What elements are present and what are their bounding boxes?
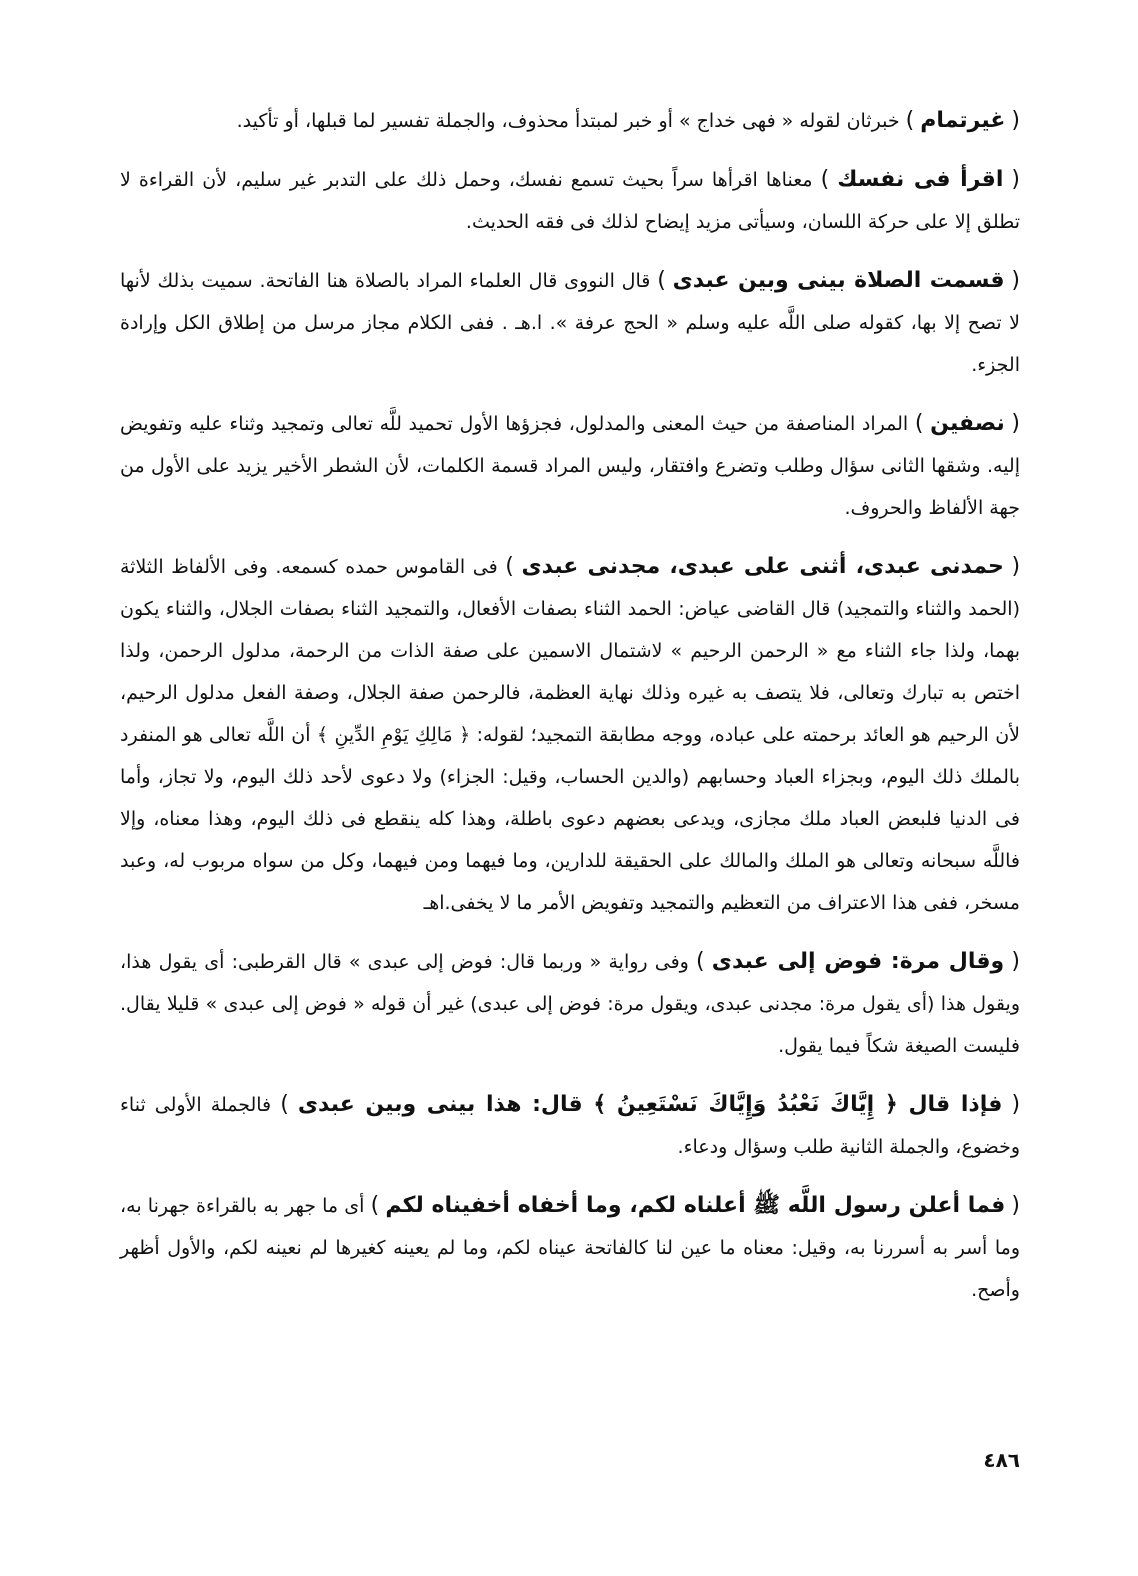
lemma-heading: فما أعلن رسول اللَّه ﷺ أعلناه لكم، وما أخفاه أخفيناه لكم [385,1193,1006,1218]
book-page-body [120,100,1020,1328]
open-paren: ( [1011,411,1020,436]
page-number: ٤٨٦ [983,1448,1020,1472]
commentary-paragraph-fama-alana [120,1185,1020,1311]
commentary-text: أى ما جهر به بالقراءة جهرنا به، وما أسر به أسررنا به، وقيل: معناه ما عين لنا كالفاتحة عيناه لكم، وما لم يعينه كغيرها لم نعينه لكم، والأول أظهر وأصح. [120,1195,1020,1301]
lemma-heading: اقرأ فى نفسك [837,167,1004,192]
commentary-paragraph-nisfayn [120,403,1020,529]
close-paren: ) [370,1193,380,1218]
open-paren: ( [1011,108,1020,133]
commentary-text: فى القاموس حمده كسمعه. وفى الألفاظ الثلاثة (الحمد والثناء والتمجيد) قال القاضى عياض: الحمد الثناء بصفات الأفعال، والتمجيد الثناء بصفات الجلال، والثناء يكون بهما، ولذا جاء الثناء مع « الرحمن الرحيم » لاشتمال الاسمين على صفة الذات من الرحمة، مدلول الرحمن، ولذا اختص به تبارك وتعالى، فلا يتصف به غيره وذلك نهاية العظمة، فالرحمن صفة الجلال، وصفة الفعل مدلول الرحيم، لأن الرحيم هو العائد برحمته على عباده، ووجه مطابقة التمجيد؛ لقوله: ﴿ مَالِكِ يَوْمِ الدِّينِ ﴾ أن اللَّه تعالى هو المنفرد بالملك ذلك اليوم، وبجزاء العباد وحسابهم (والدين الحساب، وقيل: الجزاء) ولا دعوى لأحد ذلك اليوم، ولا تجاز، وأما فى الدنيا فلبعض العباد ملك مجازى، ويدعى بعضهم دعوى باطلة، وهذا كله ينقطع فى ذلك اليوم، وهذا معناه، وإلا فاللَّه سبحانه وتعالى هو الملك والمالك على الحقيقة للدارين، وما فيهما ومن فيهما، وكل من سواه مربوب له، وعبد مسخر، ففى هذا الاعتراف من التعظيم والتمجيد وتفويض الأمر ما لا يخفى.اهـ [120,556,1020,914]
lemma-heading: حمدنى عبدى، أثنى على عبدى، مجدنى عبدى [521,554,1004,579]
open-paren: ( [1011,268,1020,293]
close-paren: ) [905,108,915,133]
close-paren: ) [657,268,666,293]
commentary-text: فالجملة الأولى ثناء وخضوع، والجملة الثانية طلب وسؤال ودعاء. [120,1094,1020,1158]
commentary-paragraph-iqra-fi-nafsik [120,159,1020,243]
open-paren: ( [1011,1193,1021,1218]
close-paren: ) [280,1092,289,1117]
lemma-heading: غيرتمام [920,108,1006,133]
open-paren: ( [1011,167,1020,192]
commentary-paragraph-hamidani-abdi [120,546,1020,924]
lemma-heading: وقال مرة: فوض إلى عبدى [711,949,1005,974]
open-paren: ( [1011,949,1020,974]
close-paren: ) [696,949,705,974]
commentary-paragraph-iyyaka-nabudu [120,1084,1020,1168]
open-paren: ( [1011,1092,1021,1117]
commentary-paragraph-qasamtu-as-salah [120,260,1020,386]
close-paren: ) [820,167,830,192]
commentary-paragraph-fawwada-ilayya [120,941,1020,1067]
commentary-text: خبرثان لقوله « فهى خداج » أو خبر لمبتدأ محذوف، والجملة تفسير لما قبلها، أو تأكيد. [236,110,900,132]
commentary-text: المراد المناصفة من حيث المعنى والمدلول، فجزؤها الأول تحميد للَّه تعالى وتمجيد وثناء عليه وتفويض إليه. وشقها الثانى سؤال وطلب وتضرع وافتقار، وليس المراد قسمة الكلمات، لأن الشطر الأخير يزيد على الأول من جهة الألفاظ والحروف. [120,413,1020,519]
commentary-paragraph-ghayr-tamam [120,100,1020,142]
lemma-heading: قسمت الصلاة بينى وبين عبدى [672,268,1005,293]
commentary-text: وفى رواية « وربما قال: فوض إلى عبدى » قال القرطبى: أى يقول هذا، ويقول هذا (أى يقول مرة: مجدنى عبدى، ويقول مرة: فوض إلى عبدى) غير أن قوله « فوض إلى عبدى » قليلا يقال. فليست الصيغة شكاً فيما يقول. [120,951,1020,1057]
open-paren: ( [1011,554,1021,579]
commentary-text: معناها اقرأها سراً بحيث تسمع نفسك، وحمل ذلك على التدبر غير سليم، لأن القراءة لا تطلق إلا على حركة اللسان، وسيأتى مزيد إيضاح لذلك فى فقه الحديث. [120,169,1020,233]
close-paren: ) [914,411,924,436]
lemma-heading: نصفين [930,411,1005,436]
close-paren: ) [505,554,514,579]
lemma-heading: فإذا قال ﴿ إِيَّاكَ نَعْبُدُ وَإِيَّاكَ نَسْتَعِينُ ﴾ قال: هذا بينى وبين عبدى [297,1092,1003,1117]
commentary-text: قال النووى قال العلماء المراد بالصلاة هنا الفاتحة. سميت بذلك لأنها لا تصح إلا بها، كقوله صلى اللَّه عليه وسلم « الحج عرفة ». ا.هـ . ففى الكلام مجاز مرسل من إطلاق الكل وإرادة الجزء. [120,270,1020,376]
